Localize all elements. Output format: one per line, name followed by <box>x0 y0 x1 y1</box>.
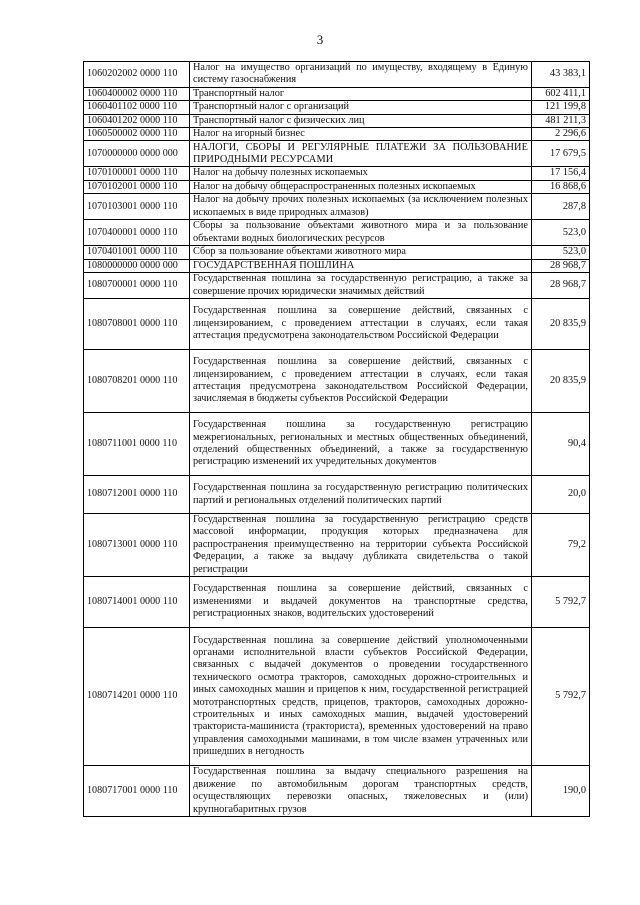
table-row <box>84 180 590 193</box>
table-row <box>84 114 590 127</box>
description-cell: Налог на добычу общераспространенных полезных ископаемых <box>190 180 532 193</box>
description-cell: Налог на добычу полезных ископаемых <box>190 167 532 180</box>
table-row <box>84 167 590 180</box>
amount-cell: 602 411,1 <box>532 87 590 100</box>
page-number: 3 <box>316 32 324 47</box>
description-cell: Налог на добычу прочих полезных ископаемых (за исключением полезных ископаемых в виде природных алмазов) <box>190 194 532 220</box>
budget-code-cell: 1060400002 0000 110 <box>84 87 190 100</box>
amount-cell: 79,2 <box>532 514 590 577</box>
description-cell: НАЛОГИ, СБОРЫ И РЕГУЛЯРНЫЕ ПЛАТЕЖИ ЗА ПОЛЬЗОВАНИЕ ПРИРОДНЫМИ РЕСУРСАМИ <box>190 141 532 167</box>
description-cell: Государственная пошлина за совершение действий, связанных с изменениями и выдачей документов на транспортные средства, регистрационных знаков, водительских удостоверений <box>190 577 532 628</box>
table-row <box>84 766 590 817</box>
table-row <box>84 273 590 299</box>
table-row <box>84 87 590 100</box>
amount-cell: 481 211,3 <box>532 114 590 127</box>
budget-code-cell: 1080000000 0000 000 <box>84 259 190 272</box>
table-row <box>84 62 590 88</box>
description-cell: Государственная пошлина за государственную регистрацию, а также за совершение прочих юридически значимых действий <box>190 273 532 299</box>
budget-code-cell: 1060500002 0000 110 <box>84 128 190 141</box>
budget-code-cell: 1080712001 0000 110 <box>84 476 190 514</box>
amount-cell: 287,8 <box>532 194 590 220</box>
table-row <box>84 476 590 514</box>
table-row <box>84 350 590 413</box>
budget-code-cell: 1070103001 0000 110 <box>84 194 190 220</box>
table-row <box>84 246 590 259</box>
table-row <box>84 259 590 272</box>
amount-cell: 121 199,8 <box>532 101 590 114</box>
budget-code-cell: 1070000000 0000 000 <box>84 141 190 167</box>
description-cell: Государственная пошлина за государственную регистрацию средств массовой информации, продукция которых предназначена для распространения преимущественно на территории субъекта Российской Федерации, а также за выдачу дубликата свидетельства о такой регистрации <box>190 514 532 577</box>
description-cell: Государственная пошлина за выдачу специального разрешения на движение по автомобильным дорогам транспортных средств, осуществляющих перевозки опасных, тяжеловесных и (или) крупногабаритных грузов <box>190 766 532 817</box>
amount-cell: 20 835,9 <box>532 350 590 413</box>
description-cell: Транспортный налог с физических лиц <box>190 114 532 127</box>
table-row <box>84 128 590 141</box>
table-row <box>84 141 590 167</box>
amount-cell: 16 868,6 <box>532 180 590 193</box>
table-row <box>84 628 590 766</box>
amount-cell: 5 792,7 <box>532 577 590 628</box>
table-row <box>84 577 590 628</box>
budget-code-cell: 1080714201 0000 110 <box>84 628 190 766</box>
table-row <box>84 413 590 476</box>
budget-code-cell: 1060401102 0000 110 <box>84 101 190 114</box>
budget-code-cell: 1080717001 0000 110 <box>84 766 190 817</box>
budget-code-cell: 1060202002 0000 110 <box>84 62 190 88</box>
table-row <box>84 101 590 114</box>
amount-cell: 5 792,7 <box>532 628 590 766</box>
budget-code-cell: 1070102001 0000 110 <box>84 180 190 193</box>
description-cell: Сбор за пользование объектами животного мира <box>190 246 532 259</box>
amount-cell: 90,4 <box>532 413 590 476</box>
table-row <box>84 220 590 246</box>
amount-cell: 20,0 <box>532 476 590 514</box>
amount-cell: 523,0 <box>532 246 590 259</box>
amount-cell: 190,0 <box>532 766 590 817</box>
budget-code-cell: 1070400001 0000 110 <box>84 220 190 246</box>
description-cell: Налог на имущество организаций по имуществу, входящему в Единую систему газоснабжения <box>190 62 532 88</box>
description-cell: Транспортный налог с организаций <box>190 101 532 114</box>
amount-cell: 2 296,6 <box>532 128 590 141</box>
description-cell: Налог на игорный бизнес <box>190 128 532 141</box>
description-cell: Транспортный налог <box>190 87 532 100</box>
table-row <box>84 194 590 220</box>
budget-code-cell: 1080708201 0000 110 <box>84 350 190 413</box>
revenue-table-body <box>84 62 590 817</box>
budget-code-cell: 1080711001 0000 110 <box>84 413 190 476</box>
amount-cell: 523,0 <box>532 220 590 246</box>
amount-cell: 28 968,7 <box>532 259 590 272</box>
revenue-table <box>83 61 590 817</box>
description-cell: Государственная пошлина за совершение действий, связанных с лицензированием, с проведением аттестации в случаях, если такая аттестация предусмотрена законодательством Российской Федерации, зачисляемая в бюджеты субъектов Российской Федерации <box>190 350 532 413</box>
description-cell: ГОСУДАРСТВЕННАЯ ПОШЛИНА <box>190 259 532 272</box>
budget-code-cell: 1080713001 0000 110 <box>84 514 190 577</box>
description-cell: Государственная пошлина за совершение действий, связанных с лицензированием, с проведением аттестации в случаях, если такая аттестация предусмотрена законодательством Российской Федерации <box>190 299 532 350</box>
budget-code-cell: 1070401001 0000 110 <box>84 246 190 259</box>
budget-code-cell: 1060401202 0000 110 <box>84 114 190 127</box>
description-cell: Государственная пошлина за государственную регистрацию политических партий и региональных отделений политических партий <box>190 476 532 514</box>
budget-code-cell: 1080700001 0000 110 <box>84 273 190 299</box>
budget-code-cell: 1070100001 0000 110 <box>84 167 190 180</box>
description-cell: Государственная пошлина за государственную регистрацию межрегиональных, региональных и местных общественных объединений, отделений общественных объединений, а также за государственную регистрацию изменений их учредительных документов <box>190 413 532 476</box>
table-row <box>84 514 590 577</box>
amount-cell: 43 383,1 <box>532 62 590 88</box>
table-row <box>84 299 590 350</box>
description-cell: Государственная пошлина за совершение действий уполномоченными органами исполнительной власти субъектов Российской Федерации, связанных с выдачей документов о проведении государственного технического осмотра тракторов, самоходных дорожно-строительных и иных самоходных машин и прицепов к ним, государственной регистрацией мототранспортных средств, прицепов, тракторов, самоходных дорожно-строительных и иных самоходных машин, выдачей удостоверений тракториста-машиниста (тракториста), временных удостоверений на право управления самоходными машинами, в том числе взамен утраченных или пришедших в негодность <box>190 628 532 766</box>
amount-cell: 20 835,9 <box>532 299 590 350</box>
budget-code-cell: 1080708001 0000 110 <box>84 299 190 350</box>
description-cell: Сборы за пользование объектами животного мира и за пользование объектами водных биологических ресурсов <box>190 220 532 246</box>
amount-cell: 17 679,5 <box>532 141 590 167</box>
amount-cell: 28 968,7 <box>532 273 590 299</box>
budget-code-cell: 1080714001 0000 110 <box>84 577 190 628</box>
amount-cell: 17 156,4 <box>532 167 590 180</box>
